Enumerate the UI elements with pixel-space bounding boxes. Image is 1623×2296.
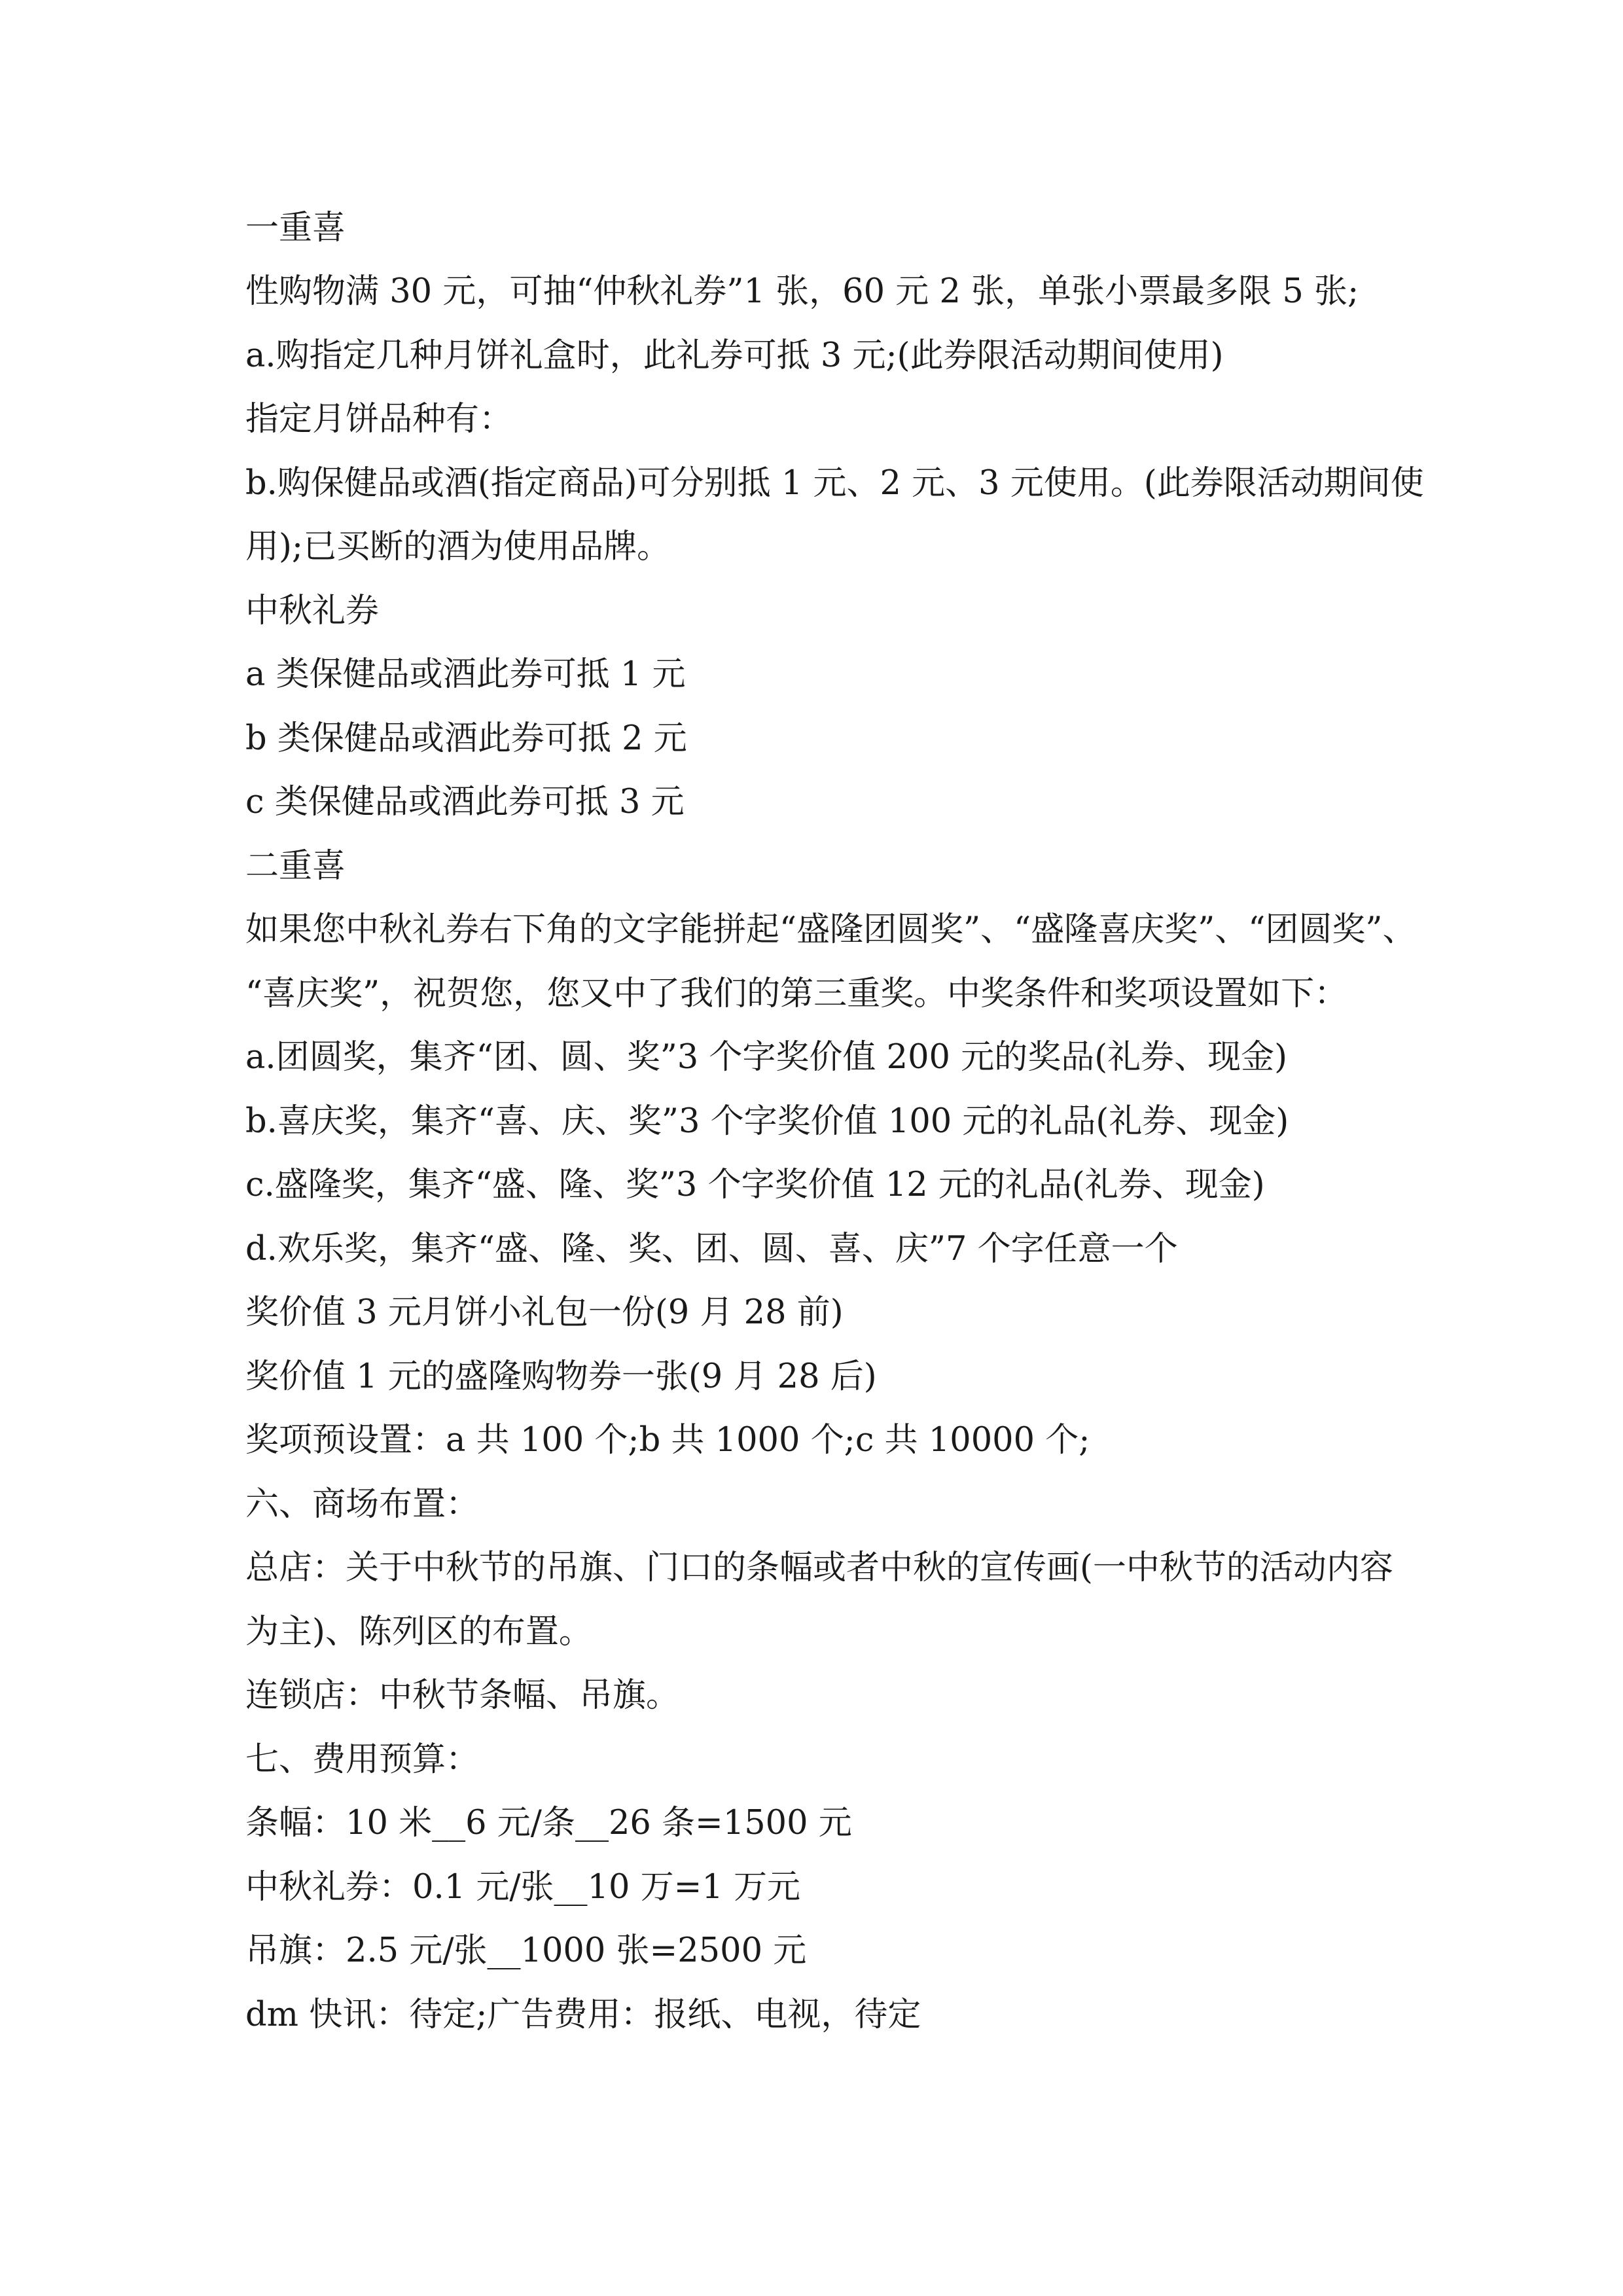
list-item: a 类保健品或酒此券可抵 1 元 [245, 655, 686, 694]
section-heading-second-joy: 二重喜 [245, 847, 346, 886]
paragraph-line: 奖价值 3 元月饼小礼包一份(9 月 28 前) [245, 1293, 844, 1332]
budget-item: 吊旗：2.5 元/张__1000 张=2500 元 [245, 1931, 807, 1970]
list-item: d.欢乐奖，集齐“盛、隆、奖、团、圆、喜、庆”7 个字任意一个 [245, 1230, 1178, 1268]
section-heading-store-layout: 六、商场布置： [245, 1485, 480, 1524]
paragraph-line: 性购物满 30 元，可抽“仲秋礼券”1 张，60 元 2 张，单张小票最多限 5 张; [245, 272, 1359, 311]
list-item: b 类保健品或酒此券可抵 2 元 [245, 719, 687, 758]
list-item: a.团圆奖，集齐“团、圆、奖”3 个字奖价值 200 元的奖品(礼券、现金) [245, 1038, 1287, 1077]
list-item: c.盛隆奖，集齐“盛、隆、奖”3 个字奖价值 12 元的礼品(礼券、现金) [245, 1166, 1265, 1204]
paragraph-line: 为主)、陈列区的布置。 [245, 1613, 592, 1651]
section-heading-first-joy: 一重喜 [245, 209, 346, 247]
budget-item: dm 快讯：待定;广告费用：报纸、电视，待定 [245, 1996, 921, 2034]
paragraph-line: 用);已买断的酒为使用品牌。 [245, 528, 671, 566]
list-item: b.喜庆奖，集齐“喜、庆、奖”3 个字奖价值 100 元的礼品(礼券、现金) [245, 1102, 1289, 1141]
section-heading-coupon: 中秋礼券 [245, 592, 380, 630]
budget-item: 中秋礼券：0.1 元/张__10 万=1 万元 [245, 1868, 801, 1907]
paragraph-line: 奖价值 1 元的盛隆购物券一张(9 月 28 后) [245, 1357, 877, 1396]
section-heading-budget: 七、费用预算： [245, 1740, 480, 1779]
budget-item: 条幅：10 米__6 元/条__26 条=1500 元 [245, 1804, 852, 1842]
paragraph-line: “喜庆奖”，祝贺您，您又中了我们的第三重奖。中奖条件和奖项设置如下： [245, 975, 1348, 1013]
paragraph-line: a.购指定几种月饼礼盒时，此礼券可抵 3 元;(此券限活动期间使用) [245, 336, 1224, 375]
paragraph-line: 奖项预设置：a 共 100 个;b 共 1000 个;c 共 10000 个; [245, 1421, 1090, 1460]
paragraph-line: b.购保健品或酒(指定商品)可分别抵 1 元、2 元、3 元使用。(此券限活动期间使 [245, 464, 1424, 503]
list-item: c 类保健品或酒此券可抵 3 元 [245, 783, 685, 821]
paragraph-line: 总店：关于中秋节的吊旗、门口的条幅或者中秋的宣传画(一中秋节的活动内容 [245, 1549, 1393, 1587]
paragraph-line: 指定月饼品种有： [245, 400, 513, 439]
paragraph-line: 如果您中秋礼券右下角的文字能拼起“盛隆团圆奖”、“盛隆喜庆奖”、“团圆奖”、 [245, 910, 1416, 949]
paragraph-line: 连锁店：中秋节条幅、吊旗。 [245, 1676, 680, 1715]
